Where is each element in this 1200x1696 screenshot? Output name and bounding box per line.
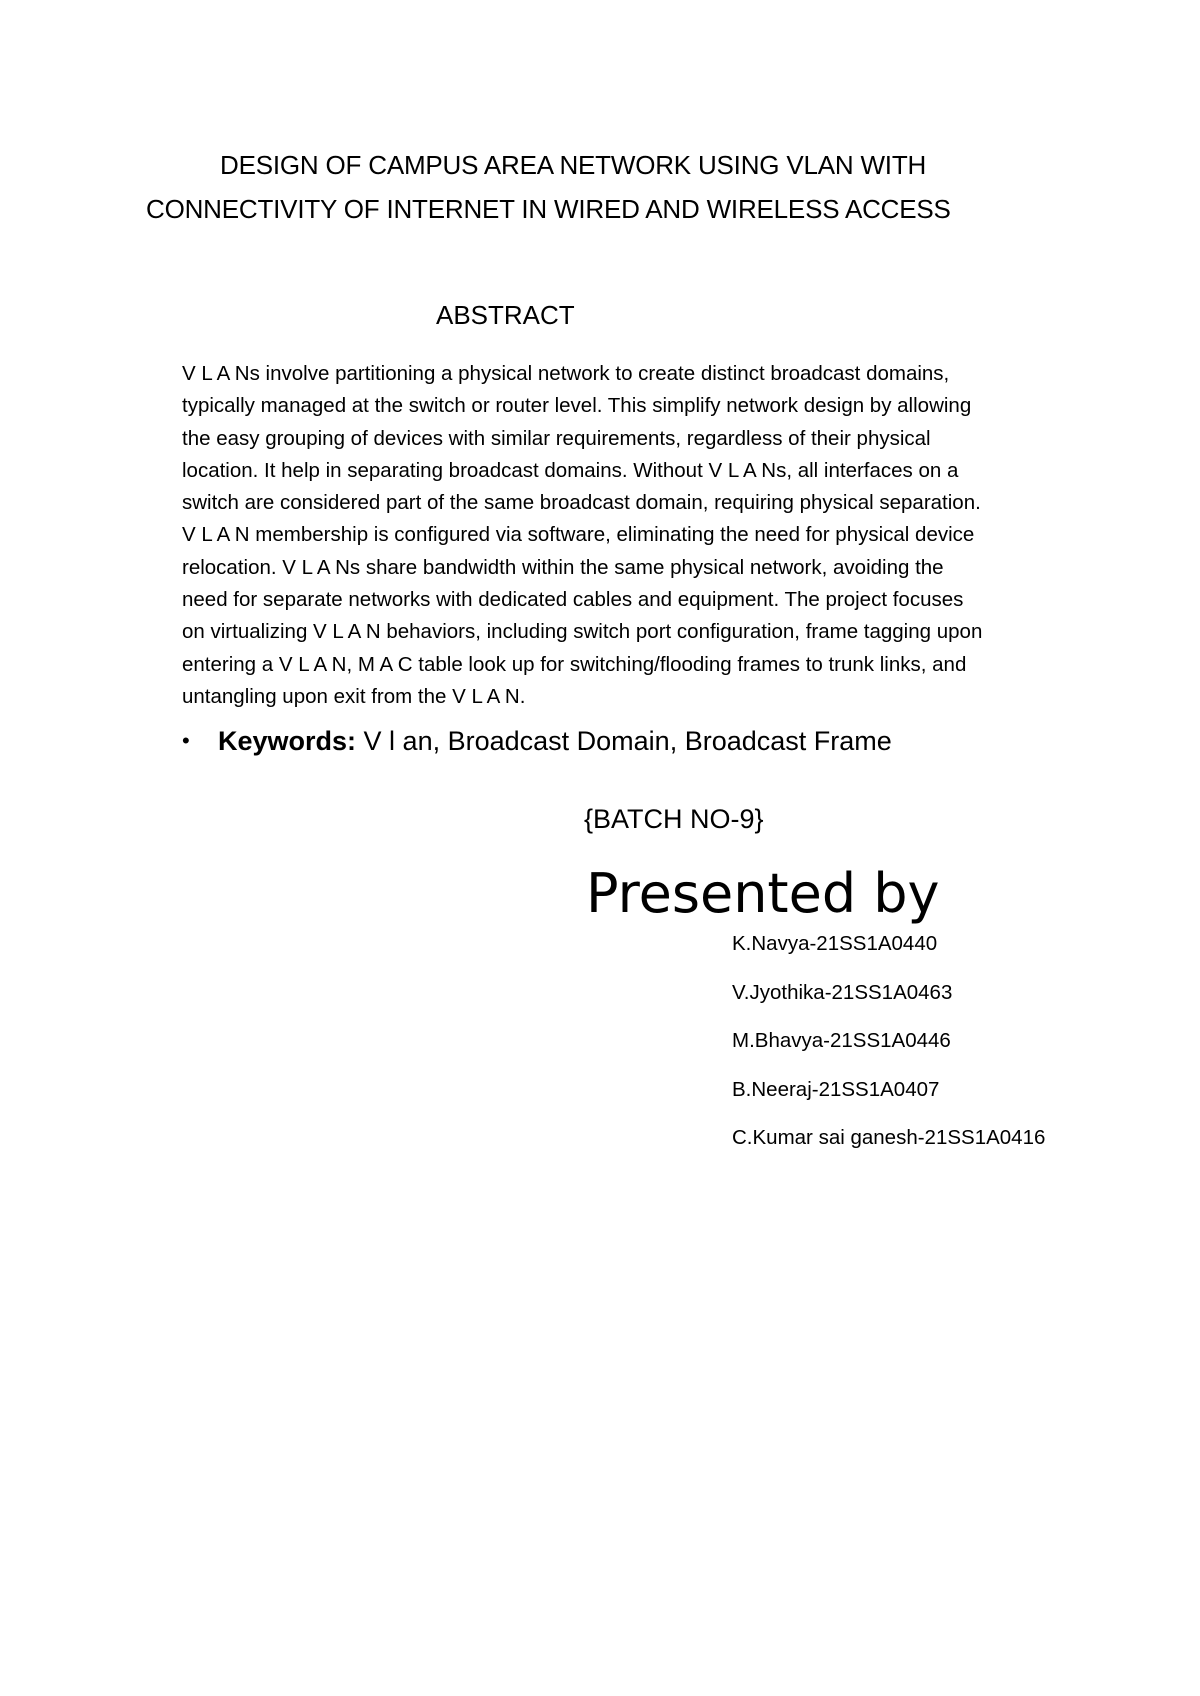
abstract-line: switch are considered part of the same broadcast domain, requiring physical separation. — [182, 491, 981, 515]
member-item: B.Neeraj-21SS1A0407 — [732, 1077, 940, 1101]
member-item: V.Jyothika-21SS1A0463 — [732, 980, 953, 1004]
batch-number: {BATCH NO-9} — [584, 804, 764, 834]
abstract-line: typically managed at the switch or router level. This simplify network design by allowing — [182, 394, 972, 418]
member-item: C.Kumar sai ganesh-21SS1A0416 — [732, 1126, 1046, 1149]
abstract-line: on virtualizing V L A N behaviors, including switch port configuration, frame tagging upon — [182, 620, 983, 644]
keywords-label: Keywords: — [218, 726, 357, 756]
abstract-line: untangling upon exit from the V L A N. — [182, 684, 526, 708]
presented-by-heading: Presented by — [586, 862, 940, 925]
abstract-line: location. It help in separating broadcast domains. Without V L A Ns, all interfaces on a — [182, 458, 959, 482]
keywords-item — [182, 726, 892, 757]
abstract-line: the easy grouping of devices with similar requirements, regardless of their physical — [182, 426, 931, 450]
member-item: K.Navya-21SS1A0440 — [732, 932, 938, 955]
abstract-line: V L A N membership is configured via software, eliminating the need for physical device — [182, 523, 975, 547]
abstract-line: need for separate networks with dedicated cables and equipment. The project focuses — [182, 588, 964, 612]
abstract-body — [182, 358, 1072, 713]
title-line-1: DESIGN OF CAMPUS AREA NETWORK USING VLAN WITH — [220, 150, 927, 180]
abstract-line: V L A Ns involve partitioning a physical network to create distinct broadcast domains, — [182, 362, 950, 385]
bullet-icon: • — [182, 728, 190, 753]
abstract-line: relocation. V L A Ns share bandwidth within the same physical network, avoiding the — [182, 555, 944, 579]
title-line-2: CONNECTIVITY OF INTERNET IN WIRED AND WIRELESS ACCESS — [146, 194, 951, 224]
abstract-heading: ABSTRACT — [436, 300, 575, 330]
member-item: M.Bhavya-21SS1A0446 — [732, 1029, 951, 1052]
abstract-line: entering a V L A N, M A C table look up for switching/flooding frames to trunk links, and — [182, 652, 967, 676]
member-list — [732, 932, 1045, 1175]
keywords-text: V l an, Broadcast Domain, Broadcast Frame — [356, 726, 892, 756]
